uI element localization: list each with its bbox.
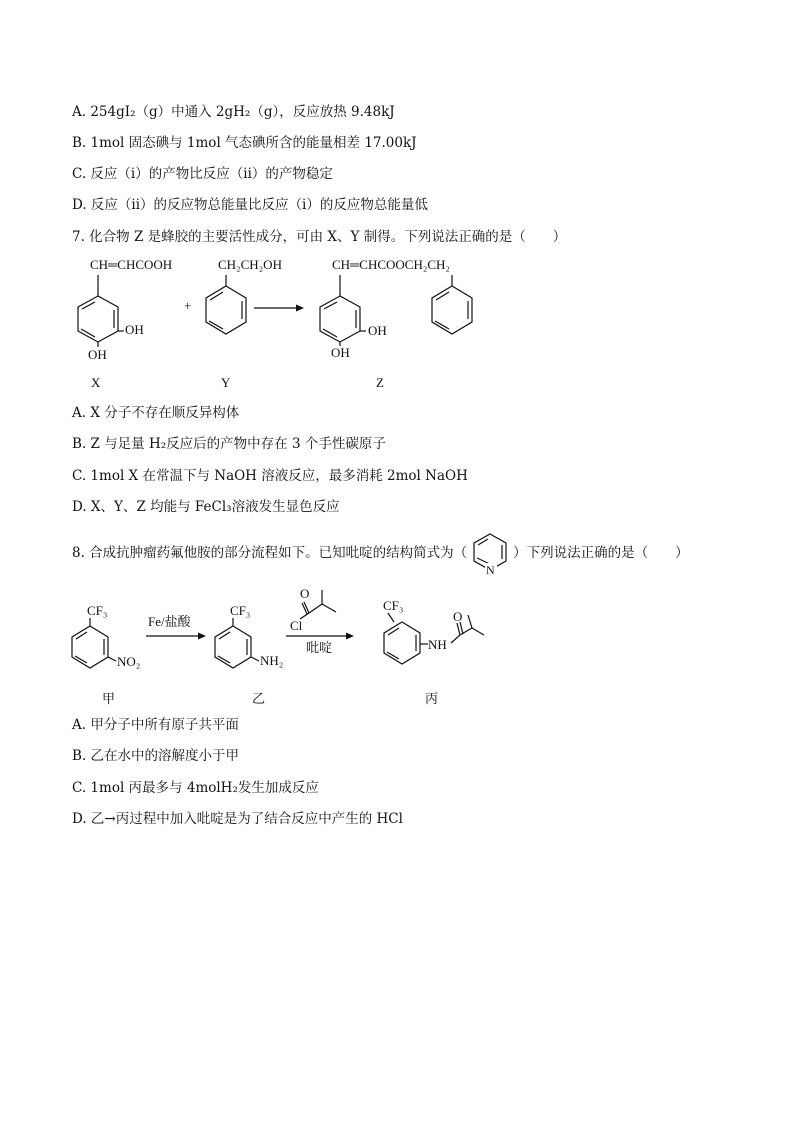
q8-option-d: D. 乙→丙过程中加入吡啶是为了结合反应中产生的 HCl [72, 811, 403, 827]
label-y: Y [221, 375, 231, 390]
acyl-cl: Cl [290, 618, 303, 633]
q7-option-b: B. Z 与足量 H₂反应后的产物中存在 3 个手性碳原子 [72, 436, 386, 452]
q8-option-c: C. 1mol 丙最多与 4molH₂发生加成反应 [72, 780, 319, 796]
q8-option-b: B. 乙在水中的溶解度小于甲 [72, 748, 240, 764]
x-side-chain: CH═CHCOOH [90, 257, 173, 272]
compound-z [320, 257, 472, 360]
yi-nh2: NH₂ [260, 653, 284, 668]
q7-option-d: D. X、Y、Z 均能与 FeCl₃溶液发生显色反应 [72, 499, 340, 515]
z-oh-2: OH [331, 345, 350, 360]
q8-option-a: A. 甲分子中所有原子共平面 [72, 717, 239, 733]
label-z: Z [376, 375, 384, 390]
label-x: X [91, 375, 101, 390]
bing-nh: NH [428, 637, 447, 652]
q8-stem [72, 530, 689, 576]
reagent-fe-hcl: Fe/盐酸 [148, 614, 191, 629]
q7-option-c: C. 1mol X 在常温下与 NaOH 溶液反应，最多消耗 2mol NaOH [72, 468, 468, 484]
compound-x [78, 257, 172, 362]
compound-bing [383, 598, 484, 664]
q6-option-b: B. 1mol 固态碘与 1mol 气态碘所含的能量相差 17.00kJ [72, 135, 417, 151]
q6-option-a: A. 254gI₂（g）中通入 2gH₂（g），反应放热 9.48kJ [72, 104, 395, 120]
z-side-chain: CH═CHCOOCH₂CH₂ [332, 257, 450, 272]
label-bing: 丙 [425, 691, 439, 706]
bing-cf3: CF₃ [383, 598, 404, 613]
yi-cf3: CF₃ [230, 603, 251, 618]
x-oh-1: OH [125, 322, 144, 337]
reaction-arrowhead-1 [296, 305, 304, 312]
plus-sign: + [184, 298, 192, 313]
bing-o: O [453, 609, 463, 624]
q8-stem-before: 8. 合成抗肿瘤药氟他胺的部分流程如下。已知吡啶的结构简式为（ [72, 545, 468, 561]
q7-reaction-scheme [0, 250, 794, 395]
jia-cf3: CF₃ [87, 603, 108, 618]
isobutyryl-chloride [290, 586, 336, 633]
compound-jia [72, 603, 140, 669]
q8-stem-after: ）下列说法正确的是（ ） [513, 545, 689, 561]
q7-option-a: A. X 分子不存在顺反异构体 [72, 405, 240, 421]
y-side-chain: CH₂CH₂OH [218, 257, 282, 272]
label-jia: 甲 [102, 691, 116, 706]
q6-option-d: D. 反应（ⅱ）的反应物总能量比反应（ⅰ）的反应物总能量低 [72, 197, 428, 213]
q8-reaction-scheme [0, 582, 794, 712]
pyridine-structure [467, 530, 513, 576]
jia-no2: NO₂ [117, 654, 141, 669]
z-oh-1: OH [368, 323, 387, 338]
label-yi: 乙 [252, 691, 266, 706]
q6-option-c: C. 反应（ⅰ）的产物比反应（ⅱ）的产物稳定 [72, 166, 333, 182]
compound-y [206, 257, 282, 334]
x-oh-2: OH [88, 347, 107, 362]
pyridine-n: N [486, 563, 495, 577]
q7-stem: 7. 化合物 Z 是蜂胶的主要活性成分，可由 X、Y 制得。下列说法正确的是（ ） [72, 229, 567, 245]
compound-yi [215, 603, 283, 668]
acyl-o: O [300, 586, 310, 601]
reagent-pyridine: 吡啶 [306, 640, 333, 655]
reaction-arrowhead-2 [198, 633, 206, 640]
reaction-arrowhead-3 [346, 633, 354, 640]
